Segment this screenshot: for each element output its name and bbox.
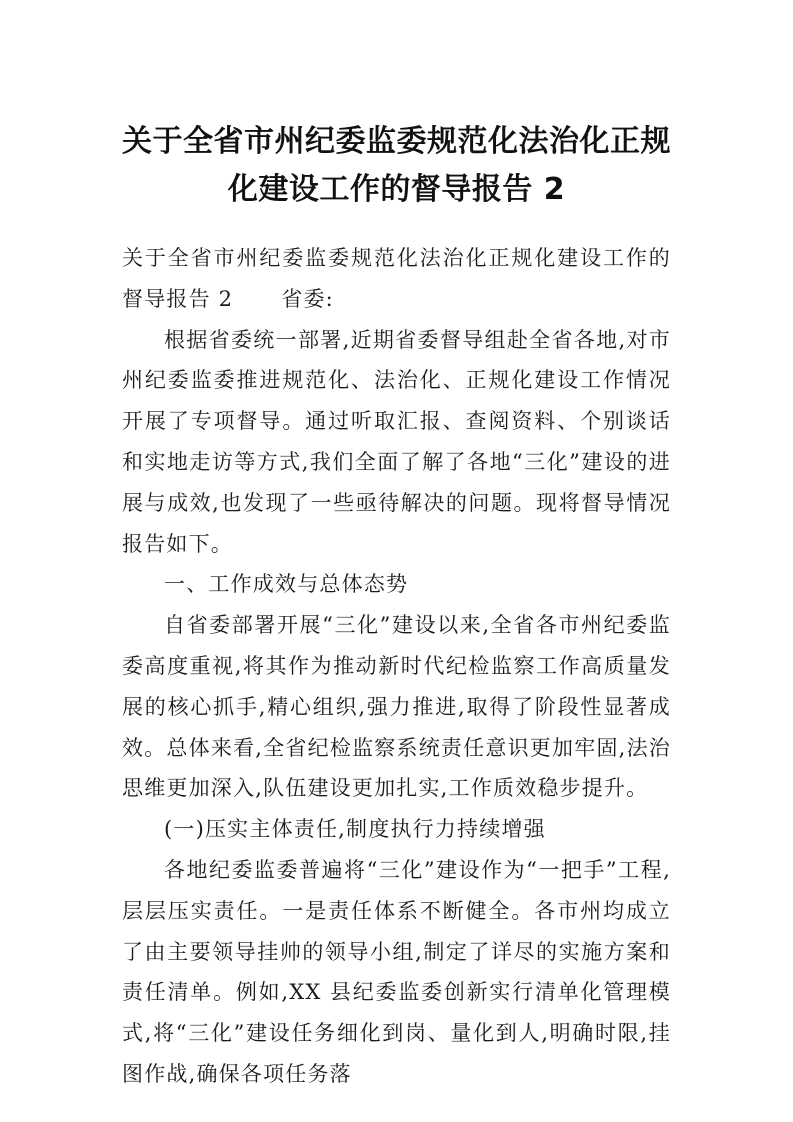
paragraph-background: 根据省委统一部署,近期省委督导组赴全省各地,对市州纪委监委推进规范化、法治化、正规化建设工作情况开展了专项督导。通过听取汇报、查阅资料、个别谈话和实地走访等方式,我们全面了解了各地“三化”建设的进展与成效,也发现了一些亟待解决的问题。现将督导情况报告如下。 <box>122 327 671 556</box>
document-body <box>122 238 671 1095</box>
paragraph-overview: 自省委部署开展“三化”建设以来,全省各市州纪委监委高度重视,将其作为推动新时代纪检监察工作高质量发展的核心抓手,精心组织,强力推进,取得了阶段性显著成效。总体来看,全省纪检监察系统责任意识更加牢固,法治思维更加深入,队伍建设更加扎实,工作质效稳步提升。 <box>122 613 671 801</box>
subsection-heading-1: (一)压实主体责任,制度执行力持续增强 <box>164 817 546 842</box>
paragraph-responsibility: 各地纪委监委普遍将“三化”建设作为“一把手”工程,层层压实责任。一是责任体系不断健全。各市州均成立了由主要领导挂帅的领导小组,制定了详尽的实施方案和责任清单。例如,XX 县纪委监委创新实行清单化管理模式,将“三化”建设任务细化到岗、量化到人,明确时限,挂图作战,确保各项任务落 <box>122 857 671 1086</box>
intro-title: 关于全省市州纪委监委规范化法治化正规化建设工作的督导报告 2 <box>122 246 671 311</box>
title-line-2: 化建设工作的督导报告 2 <box>227 172 566 207</box>
intro-paragraph <box>122 238 671 320</box>
salutation: 省委: <box>281 286 334 311</box>
section-heading-1: 一、工作成效与总体态势 <box>164 572 409 597</box>
title-line-1: 关于全省市州纪委监委规范化法治化正规 <box>122 124 671 159</box>
document-title <box>122 118 671 214</box>
